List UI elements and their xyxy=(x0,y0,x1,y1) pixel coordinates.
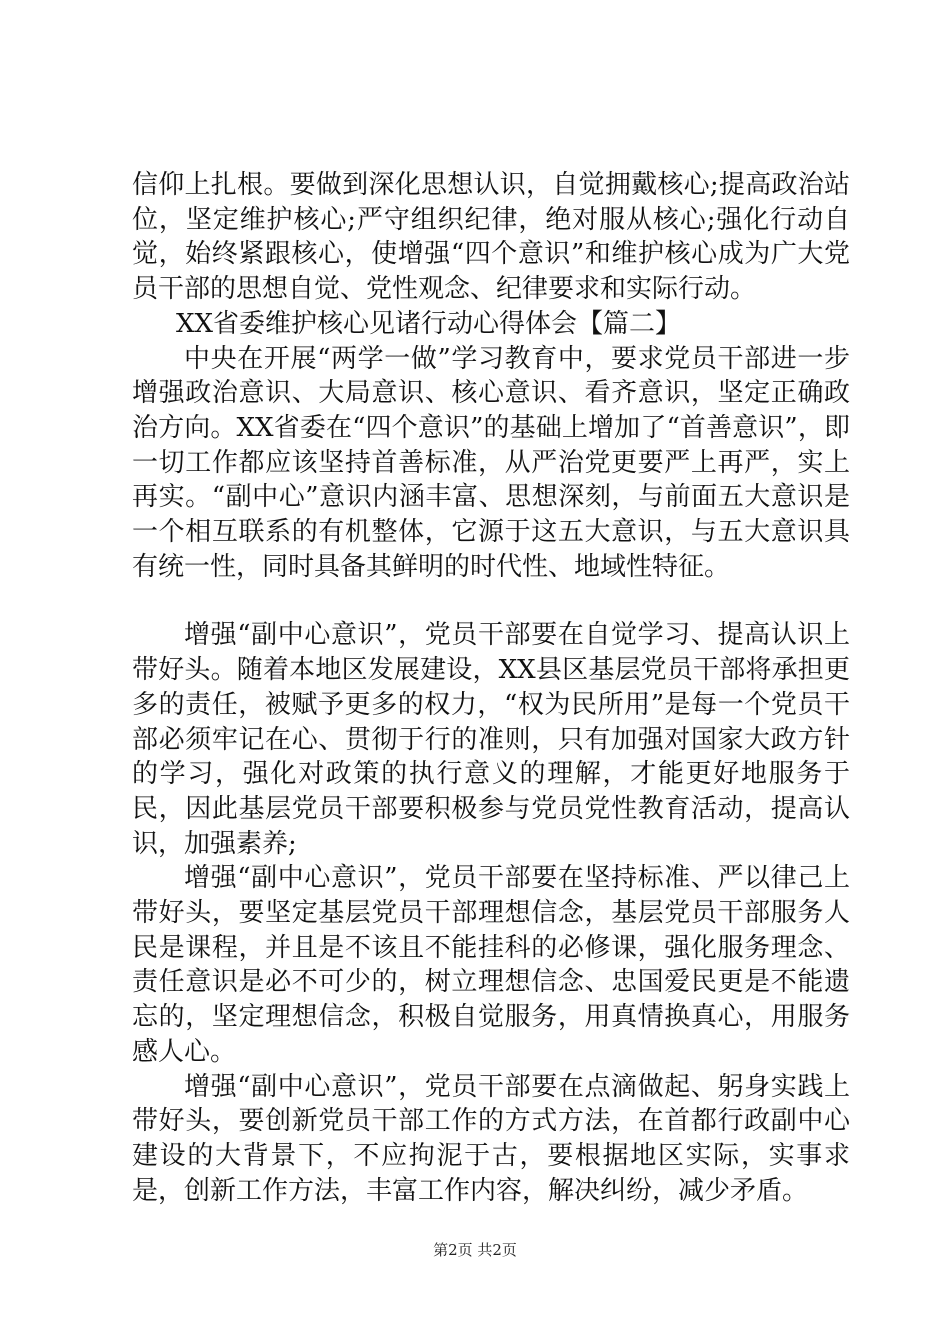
page-number-footer: 第2页 共2页 xyxy=(433,1241,517,1259)
paragraph-point-2: 增强“副中心意识”，党员干部要在坚持标准、严以律己上带好头，要坚定基层党员干部理想信念，基层党员干部服务人民是课程，并且是不该且不能挂科的必修课，强化服务理念、责任意识是必不可少的，树立理想信念、忠国爱民更是不能遗忘的，坚定理想信念，积极自觉服务，用真情换真心，用服务感人心。 xyxy=(132,863,850,1067)
section-heading: XX省委维护核心见诸行动心得体会【篇二】 xyxy=(176,308,682,339)
paragraph-intro: 中央在开展“两学一做”学习教育中，要求党员干部进一步增强政治意识、大局意识、核心意识、看齐意识，坚定正确政治方向。XX省委在“四个意识”的基础上增加了“首善意识”，即一切工作都应该坚持首善标准，从严治党更要严上再严，实上再实。“副中心”意识内涵丰富、思想深刻，与前面五大意识是一个相互联系的有机整体，它源于这五大意识，与五大意识具有统一性，同时具备其鲜明的时代性、地域性特征。 xyxy=(132,343,850,582)
paragraph-continuation: 信仰上扎根。要做到深化思想认识，自觉拥戴核心;提高政治站位，坚定维护核心;严守组织纪律，绝对服从核心;强化行动自觉，始终紧跟核心，使增强“四个意识”和维护核心成为广大党员干部的思想自觉、党性观念、纪律要求和实际行动。 xyxy=(132,170,850,305)
paragraph-point-1: 增强“副中心意识”，党员干部要在自觉学习、提高认识上带好头。随着本地区发展建设，XX县区基层党员干部将承担更多的责任，被赋予更多的权力，“权为民所用”是每一个党员干部必须牢记在心、贯彻于行的准则，只有加强对国家大政方针的学习，强化对政策的执行意义的理解，才能更好地服务于民，因此基层党员干部要积极参与党员党性教育活动，提高认识，加强素养; xyxy=(132,620,850,859)
paragraph-point-3: 增强“副中心意识”，党员干部要在点滴做起、躬身实践上带好头，要创新党员干部工作的方式方法，在首都行政副中心建设的大背景下，不应拘泥于古，要根据地区实际，实事求是，创新工作方法，丰富工作内容，解决纠纷，减少矛盾。 xyxy=(132,1071,850,1206)
document-body xyxy=(132,168,850,1208)
paragraph-spacer xyxy=(132,584,850,618)
